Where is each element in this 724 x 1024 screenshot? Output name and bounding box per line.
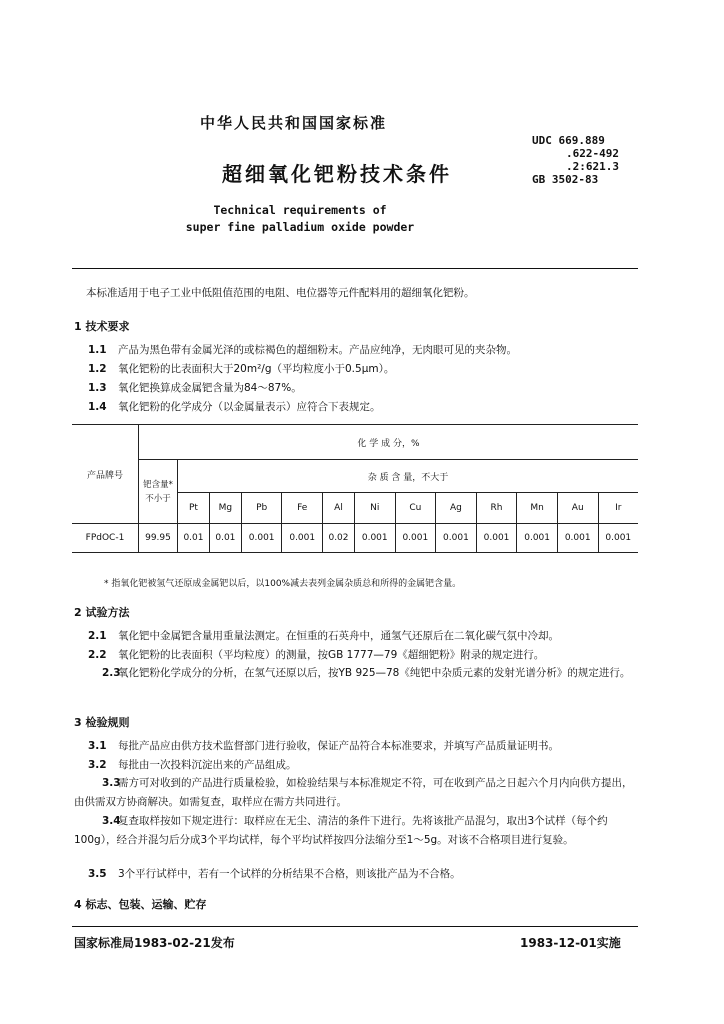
impurity-cell: 0.001 — [436, 524, 477, 553]
clause-text: 每批产品应由供方技术监督部门进行验收，保证产品符合本标准要求，并填写产品质量证明书。 — [118, 740, 559, 752]
clause-number: 3.3 — [102, 777, 121, 789]
clause-number: 2.1 — [88, 630, 107, 642]
element-header: Pt — [178, 493, 210, 524]
clause-number: 2.3 — [102, 667, 121, 679]
footer-rule — [72, 926, 638, 927]
element-header: Au — [557, 493, 598, 524]
clause-number: 3.1 — [88, 740, 107, 752]
impurity-cell: 0.01 — [178, 524, 210, 553]
clause-number: 2.2 — [88, 649, 107, 661]
section-4-heading: 4 标志、包装、运输、贮存 — [74, 898, 207, 911]
clause-1-3 — [88, 380, 302, 395]
clause-2-1 — [88, 628, 559, 643]
clause-2-3 — [74, 664, 634, 683]
clause-text: 每批由一次投料沉淀出来的产品组成。 — [118, 759, 297, 771]
element-header: Fe — [282, 493, 323, 524]
header-rule — [72, 268, 638, 269]
section-1-heading: 1 技术要求 — [74, 320, 130, 333]
effective-date: 1983-12-01实施 — [520, 936, 621, 950]
clause-text: 复查取样按如下规定进行：取样应在无尘、清洁的条件下进行。先将该批产品混匀，取出3个试样（每个约100g），经合并混匀后分成3个平均试样，每个平均试样按四分法缩分至1～5g。对该不合格项目进行复验。 — [74, 815, 608, 846]
clause-text: 氧化钯粉化学成分的分析，在氢气还原以后，按YB 925—78《纯钯中杂质元素的发射光谱分析》的规定进行。 — [118, 667, 631, 679]
element-header: Mg — [209, 493, 241, 524]
clause-text: 氧化钯粉的比表面积（平均粒度）的测量，按GB 1777—79《超细钯粉》附录的规定进行。 — [118, 649, 545, 661]
element-header: Ag — [436, 493, 477, 524]
clause-text: 氧化钯中金属钯含量用重量法测定。在恒重的石英舟中，通氢气还原后在二氧化碳气氛中冷却。 — [118, 630, 559, 642]
clause-1-2 — [88, 361, 394, 376]
product-grade-cell: FPdOC-1 — [72, 524, 139, 553]
document-title-en-line1: Technical requirements of — [213, 203, 387, 217]
clause-3-5 — [88, 866, 461, 881]
element-header: Mn — [517, 493, 558, 524]
element-header: Cu — [395, 493, 436, 524]
document-title-cn: 超细氧化钯粉技术条件 — [222, 162, 452, 186]
impurity-cell: 0.001 — [354, 524, 395, 553]
udc-code-block — [532, 134, 619, 186]
impurity-cell: 0.02 — [323, 524, 355, 553]
chemical-composition-table — [72, 424, 638, 553]
element-header: Rh — [476, 493, 517, 524]
palladium-content-cell: 99.95 — [139, 524, 178, 553]
element-header: Ir — [598, 493, 638, 524]
clause-1-1 — [88, 342, 517, 357]
impurity-cell: 0.001 — [282, 524, 323, 553]
clause-number: 1.1 — [88, 344, 107, 356]
section-3-heading: 3 检验规则 — [74, 716, 130, 729]
impurity-cell: 0.001 — [517, 524, 558, 553]
chemical-composition-header: 化 学 成 分，% — [139, 425, 639, 460]
impurity-cell: 0.001 — [598, 524, 638, 553]
issue-date: 国家标准局1983-02-21发布 — [74, 936, 235, 950]
clause-text: 氧化钯粉的比表面积大于20m²/g（平均粒度小于0.5μm）。 — [118, 363, 395, 375]
product-grade-header: 产品牌号 — [72, 425, 139, 524]
clause-text: 氧化钯粉的化学成分（以金属量表示）应符合下表规定。 — [118, 401, 381, 413]
clause-number: 3.5 — [88, 868, 107, 880]
clause-3-4 — [74, 812, 634, 850]
clause-text: 需方可对收到的产品进行质量检验，如检验结果与本标准规定不符，可在收到产品之日起六个月内向供方提出，由供需双方协商解决。如需复查，取样应在需方共同进行。 — [74, 777, 633, 808]
element-header: Ni — [354, 493, 395, 524]
national-standard-heading: 中华人民共和国国家标准 — [200, 114, 388, 132]
pd-label-line1: 钯含量* — [143, 479, 173, 490]
clause-3-1 — [88, 738, 559, 753]
palladium-content-header — [139, 460, 178, 524]
table-footnote: * 指氧化钯被氢气还原成金属钯以后，以100%减去表列金属杂质总和所得的金属钯含量。 — [104, 579, 462, 589]
impurity-cell: 0.001 — [241, 524, 282, 553]
gb-code: GB 3502-83 — [532, 173, 599, 186]
pd-label-line2: 不小于 — [145, 493, 171, 504]
clause-text: 产品为黑色带有金属光泽的或棕褐色的超细粉末。产品应纯净，无肉眼可见的夹杂物。 — [118, 344, 517, 356]
clause-text: 3个平行试样中，若有一个试样的分析结果不合格，则该批产品为不合格。 — [118, 868, 461, 880]
impurity-cell: 0.01 — [209, 524, 241, 553]
impurity-cell: 0.001 — [557, 524, 598, 553]
impurity-cell: 0.001 — [395, 524, 436, 553]
udc-line: .2:621.3 — [566, 160, 619, 173]
clause-number: 1.2 — [88, 363, 107, 375]
clause-number: 1.4 — [88, 401, 107, 413]
impurity-cell: 0.001 — [476, 524, 517, 553]
clause-2-2 — [88, 647, 544, 662]
clause-number: 1.3 — [88, 382, 107, 394]
clause-1-4 — [88, 399, 381, 414]
clause-number: 3.4 — [102, 815, 121, 827]
element-header: Pb — [241, 493, 282, 524]
intro-paragraph: 本标准适用于电子工业中低阻值范围的电阻、电位器等元件配料用的超细氧化钯粉。 — [86, 287, 475, 299]
document-title-en-line2: super fine palladium oxide powder — [185, 220, 415, 234]
section-2-heading: 2 试验方法 — [74, 606, 130, 619]
clause-3-2 — [88, 757, 297, 772]
clause-text: 氧化钯换算成金属钯含量为84～87%。 — [118, 382, 302, 394]
udc-line: UDC 669.889 — [532, 134, 605, 147]
clause-3-3 — [74, 774, 634, 812]
udc-line: .622-492 — [566, 147, 619, 160]
element-header: Al — [323, 493, 355, 524]
clause-number: 3.2 — [88, 759, 107, 771]
impurity-header: 杂 质 含 量，不大于 — [178, 460, 639, 493]
